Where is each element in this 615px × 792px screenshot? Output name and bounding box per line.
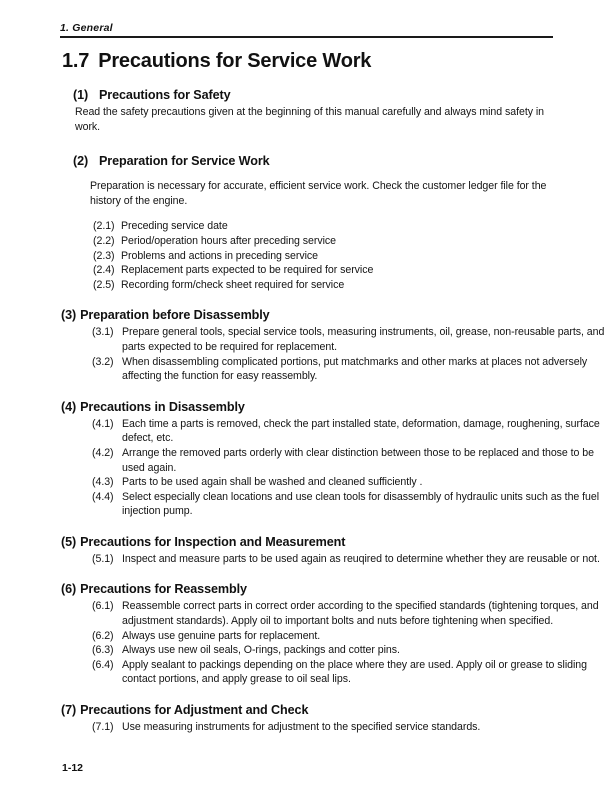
section-item-list bbox=[0, 325, 615, 383]
list-item-text: Problems and actions in preceding service bbox=[121, 249, 318, 262]
list-item bbox=[92, 599, 615, 628]
list-item-text: Apply sealant to packings depending on the place where they are used. Apply oil or grease to sliding contact portions, and apply grease to oil seal lips. bbox=[122, 658, 587, 686]
section-heading-text: Preparation before Disassembly bbox=[80, 308, 270, 323]
list-item-number: (2.4) bbox=[93, 264, 115, 277]
list-item-text: Recording form/check sheet required for service bbox=[121, 278, 345, 291]
list-item bbox=[92, 325, 615, 354]
spacer bbox=[0, 687, 615, 703]
list-item bbox=[92, 490, 615, 519]
section-heading-text: Precautions for Safety bbox=[99, 88, 231, 102]
section-heading bbox=[61, 308, 615, 322]
list-item-number: (4.2) bbox=[92, 446, 114, 459]
list-item-number: (2.2) bbox=[93, 234, 115, 247]
spacer bbox=[0, 208, 615, 219]
document-body bbox=[0, 88, 615, 735]
section-preparation-before-disassembly bbox=[0, 308, 615, 383]
list-item bbox=[93, 263, 615, 278]
section-number: (6) bbox=[61, 582, 77, 597]
list-item bbox=[93, 234, 615, 249]
list-item bbox=[92, 643, 615, 658]
list-item-text: Inspect and measure parts to be used again as reuqired to determine whether they are reusable or not. bbox=[122, 552, 600, 565]
section-heading-text: Precautions for Adjustment and Check bbox=[80, 703, 309, 718]
section-precautions-in-disassembly bbox=[0, 400, 615, 519]
spacer bbox=[0, 292, 615, 308]
list-item bbox=[92, 446, 615, 475]
list-item-number: (3.2) bbox=[92, 355, 114, 368]
section-heading bbox=[61, 703, 615, 717]
page-header bbox=[60, 22, 553, 38]
list-item-text: Always use genuine parts for replacement. bbox=[122, 629, 321, 642]
spacer bbox=[0, 384, 615, 400]
section-item-list bbox=[0, 417, 615, 519]
list-item-text: Select especially clean locations and use clean tools for disassembly of hydraulic units such as the fuel injection pump. bbox=[122, 490, 600, 518]
section-number: (1) bbox=[73, 88, 89, 102]
list-item-number: (2.3) bbox=[93, 249, 115, 262]
spacer bbox=[0, 519, 615, 535]
spacer bbox=[0, 168, 615, 179]
page-title-number: 1.7 bbox=[62, 50, 90, 72]
list-item-number: (6.3) bbox=[92, 644, 114, 657]
section-heading-text: Precautions in Disassembly bbox=[80, 399, 245, 414]
section-heading bbox=[73, 154, 615, 168]
section-precautions-for-safety bbox=[0, 88, 615, 134]
section-number: (7) bbox=[61, 703, 77, 718]
list-item-number: (6.4) bbox=[92, 658, 114, 671]
list-item bbox=[92, 355, 615, 384]
list-item bbox=[92, 417, 615, 446]
section-number: (4) bbox=[61, 399, 77, 414]
page-title-text: Precautions for Service Work bbox=[98, 50, 372, 72]
section-item-list bbox=[0, 219, 615, 292]
section-precautions-for-inspection-and-measurement bbox=[0, 535, 615, 567]
list-item-text: Use measuring instruments for adjustment to the specified service standards. bbox=[122, 721, 481, 734]
list-item-number: (6.1) bbox=[92, 600, 114, 613]
section-heading-text: Preparation for Service Work bbox=[99, 154, 270, 169]
section-number: (5) bbox=[61, 534, 77, 549]
list-item bbox=[93, 249, 615, 264]
section-item-list bbox=[0, 599, 615, 687]
list-item-number: (2.1) bbox=[93, 220, 115, 233]
section-precautions-for-reassembly bbox=[0, 582, 615, 687]
list-item-number: (7.1) bbox=[92, 721, 114, 734]
list-item-number: (4.4) bbox=[92, 490, 114, 503]
section-heading bbox=[61, 535, 615, 549]
section-precautions-for-adjustment-and-check bbox=[0, 703, 615, 735]
list-item-text: Replacement parts expected to be required for service bbox=[121, 264, 374, 277]
section-heading bbox=[61, 400, 615, 414]
section-intro: Preparation is necessary for accurate, efficient service work. Check the customer ledger file for the history of the engine. bbox=[90, 180, 547, 207]
list-item-text: Period/operation hours after preceding service bbox=[121, 234, 336, 247]
list-item bbox=[92, 552, 615, 567]
section-item-list bbox=[0, 552, 615, 567]
section-intro: Read the safety precautions given at the beginning of this manual carefully and always mind safety in work. bbox=[75, 106, 545, 133]
list-item-text: Parts to be used again shall be washed and cleaned sufficiently . bbox=[122, 476, 423, 489]
list-item-text: Reassemble correct parts in correct order according to the specified standards (tightening torques, and adjustment standards). Apply oil to important bolts and nuts before tightening when specified. bbox=[122, 600, 599, 628]
section-heading bbox=[73, 88, 615, 102]
section-preparation-for-service-work bbox=[0, 154, 615, 292]
chapter-label: 1. General bbox=[60, 22, 113, 34]
section-item-list bbox=[0, 720, 615, 735]
section-heading bbox=[61, 582, 615, 596]
list-item bbox=[92, 629, 615, 644]
list-item bbox=[93, 219, 615, 234]
list-item bbox=[93, 278, 615, 293]
list-item-number: (6.2) bbox=[92, 629, 114, 642]
section-number: (2) bbox=[73, 154, 89, 169]
list-item-number: (3.1) bbox=[92, 326, 114, 339]
list-item bbox=[92, 658, 615, 687]
section-number: (3) bbox=[61, 308, 77, 323]
list-item-text: Always use new oil seals, O-rings, packings and cotter pins. bbox=[122, 644, 400, 657]
page-number: 1-12 bbox=[62, 762, 84, 774]
spacer bbox=[0, 134, 615, 154]
list-item bbox=[92, 720, 615, 735]
header-rule bbox=[60, 36, 553, 38]
list-item-number: (5.1) bbox=[92, 552, 114, 565]
spacer bbox=[0, 566, 615, 582]
list-item-number: (4.3) bbox=[92, 476, 114, 489]
page-title bbox=[62, 50, 371, 73]
section-heading-text: Precautions for Reassembly bbox=[80, 582, 247, 597]
list-item-number: (2.5) bbox=[93, 278, 115, 291]
section-heading-text: Precautions for Inspection and Measurement bbox=[80, 534, 346, 549]
list-item-text: When disassembling complicated portions, put matchmarks and other marks at places not adversely affecting the function for easy reassembly. bbox=[122, 355, 588, 383]
list-item bbox=[92, 475, 615, 490]
list-item-text: Each time a parts is removed, check the part installed state, deformation, damage, roughening, surface defect, etc. bbox=[122, 417, 600, 445]
list-item-text: Prepare general tools, special service tools, measuring instruments, oil, grease, non-reusable parts, and parts expected to be required for replacement. bbox=[122, 326, 605, 353]
list-item-text: Arrange the removed parts orderly with clear distinction between those to be replaced and those to be used again. bbox=[122, 446, 594, 474]
list-item-number: (4.1) bbox=[92, 417, 114, 430]
list-item-text: Preceding service date bbox=[121, 220, 228, 233]
